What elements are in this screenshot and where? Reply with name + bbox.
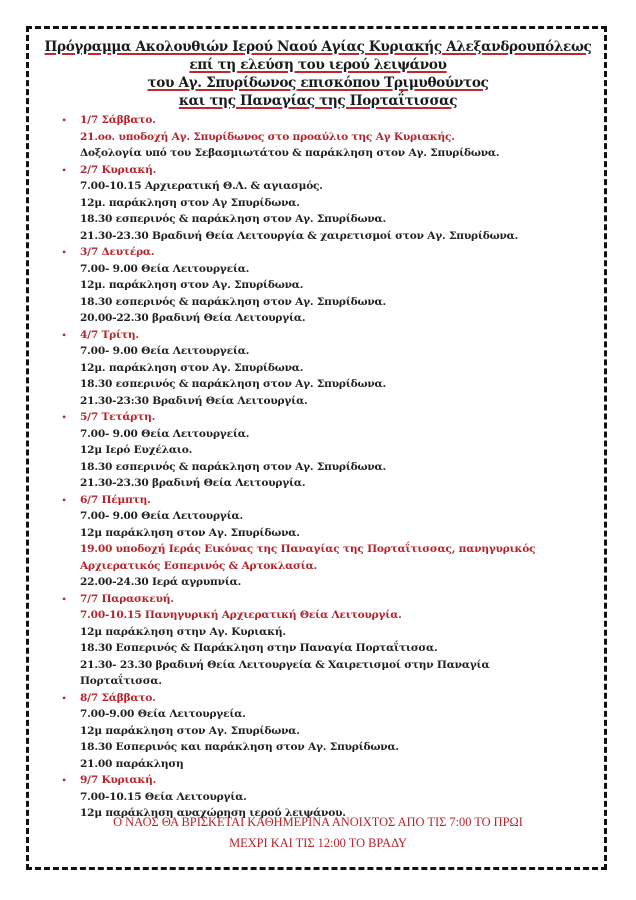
schedule-entry: 18.30 εσπερινός & παράκληση στον Αγ. Σπυρίδωνα. bbox=[80, 460, 387, 473]
day-heading: 2/7 Κυριακή. bbox=[80, 163, 157, 176]
bullet-icon: • bbox=[62, 410, 67, 424]
schedule-entry: 7.00- 9.00 Θεία Λειτουργεία. bbox=[80, 262, 250, 275]
schedule-entry: 7.00-9.00 Θεία Λειτουργεία. bbox=[80, 708, 246, 720]
day-heading: 8/7 Σάββατο. bbox=[80, 691, 156, 704]
schedule-entry-highlight: 19.00 υποδοχή Ιεράς Εικόνας της Παναγίας της Πορταΐτισσας, πανηγυρικός bbox=[80, 543, 536, 555]
day-heading: 3/7 Δευτέρα. bbox=[80, 246, 155, 258]
schedule-entry: 21.30-23.30 βραδινή Θεία Λειτουργία. bbox=[80, 477, 306, 489]
schedule-day bbox=[62, 327, 602, 410]
schedule-entry: 7.00- 9.00 Θεία Λειτουργεία. bbox=[80, 345, 250, 357]
schedule-entry: 7.00-10.15 Αρχιερατική Θ.Λ. & αγιασμός. bbox=[80, 180, 323, 192]
schedule-entry: 12μ. παράκληση στον Αγ Σπυρίδωνα. bbox=[80, 196, 300, 209]
bullet-icon: • bbox=[62, 113, 67, 127]
schedule-entry: 18.30 εσπερινός & παράκληση στον Αγ. Σπυρίδωνα. bbox=[80, 378, 387, 390]
opening-hours-notice bbox=[30, 812, 606, 854]
schedule-entry: Πορταΐτισσα. bbox=[80, 675, 162, 687]
schedule-entry: 21.00 παράκληση bbox=[80, 757, 184, 770]
bullet-icon: • bbox=[62, 162, 67, 177]
schedule-entry: 18.30 εσπερινός & παράκληση στον Αγ. Σπυρίδωνα. bbox=[80, 213, 387, 225]
day-heading: 1/7 Σάββατο. bbox=[80, 114, 156, 126]
schedule-entry-highlight: 21.οο. υποδοχή Αγ. Σπυρίδωνος στο προαύλιο της Αγ Κυριακής. bbox=[80, 130, 455, 143]
schedule-entry: 12μ παράκληση αναχώρηση ιερού λειψάνου. bbox=[80, 807, 346, 819]
schedule-day bbox=[62, 409, 602, 492]
schedule-entry: Δοξολογία υπό του Σεβασμιωτάτου & παράκληση στον Αγ. Σπυρίδωνα. bbox=[80, 147, 500, 159]
title-line: Πρόγραμμα Ακολουθιών Ιερού Ναού Αγίας Κυριακής Αλεξανδρουπόλεως bbox=[44, 39, 592, 55]
notice-line: ΜΕΧΡΙ ΚΑΙ ΤΙΣ 12:00 ΤΟ ΒΡΑΔΥ bbox=[229, 836, 407, 850]
schedule-day bbox=[62, 244, 602, 327]
schedule-entry: 12μ παράκληση στον Αγ. Σπυρίδωνα. bbox=[80, 724, 300, 737]
day-heading: 4/7 Τρίτη. bbox=[80, 328, 139, 341]
schedule-list bbox=[62, 112, 602, 822]
schedule-entry: 12μ Ιερό Ευχέλαιο. bbox=[80, 444, 193, 456]
day-heading: 7/7 Παρασκευή. bbox=[80, 592, 174, 605]
bullet-icon: • bbox=[62, 690, 67, 705]
schedule-entry: 12μ παράκληση στην Αγ. Κυριακή. bbox=[80, 625, 286, 638]
schedule-day bbox=[62, 112, 602, 162]
schedule-day bbox=[62, 492, 602, 591]
bullet-icon: • bbox=[62, 245, 67, 259]
schedule-day bbox=[62, 162, 602, 245]
day-heading: 6/7 Πέμπτη. bbox=[80, 493, 151, 506]
schedule-entry: 20.00-22.30 βραδινή Θεία Λειτουργία. bbox=[80, 312, 306, 324]
day-heading: 9/7 Κυριακή. bbox=[80, 774, 157, 786]
notice-line: Ο ΝΑΟΣ ΘΑ ΒΡΙΣΚΕΤΑΙ ΚΑΘΗΜΕΡΙΝΑ ΑΝΟΙΧΤΟΣ ΑΠΟ ΤΙΣ 7:00 ΤΟ ΠΡΩΙ bbox=[113, 815, 523, 829]
day-heading: 5/7 Τετάρτη. bbox=[80, 411, 156, 423]
schedule-entry: 22.00-24.30 Ιερά αγρυπνία. bbox=[80, 576, 242, 588]
title-line: επί τη ελεύση του ιερού λειψάνου bbox=[189, 57, 447, 73]
schedule-entry: 7.00- 9.00 Θεία Λειτουργεία. bbox=[80, 427, 250, 440]
schedule-entry: 12μ. παράκληση στον Αγ. Σπυρίδωνα. bbox=[80, 361, 304, 374]
schedule-entry: 18.30 Εσπερινός & Παράκληση στην Παναγία Πορταΐτισσα. bbox=[80, 642, 438, 654]
schedule-day bbox=[62, 591, 602, 690]
schedule-entry: 7.00-10.15 Θεία Λειτουργία. bbox=[80, 790, 247, 803]
schedule-entry: 21.30-23.30 Βραδινή Θεία Λειτουργία & χαιρετισμοί στον Αγ. Σπυρίδωνα. bbox=[80, 229, 519, 242]
bullet-icon: • bbox=[62, 773, 67, 787]
bullet-icon: • bbox=[62, 591, 67, 606]
schedule-entry: 12μ παράκληση στον Αγ. Σπυρίδωνα. bbox=[80, 526, 300, 539]
schedule-entry: 21.30- 23.30 βραδινή Θεία Λειτουργεία & Χαιρετισμοί στην Παναγία bbox=[80, 658, 490, 671]
bullet-icon: • bbox=[62, 492, 67, 507]
title-line: του Αγ. Σπυρίδωνος επισκόπου Τριμυθούντος bbox=[147, 75, 489, 91]
schedule-day bbox=[62, 690, 602, 773]
schedule-entry: 18.30 εσπερινός & παράκληση στον Αγ. Σπυρίδωνα. bbox=[80, 295, 387, 308]
schedule-entry-highlight: Αρχιερατικός Εσπερινός & Αρτοκλασία. bbox=[80, 559, 318, 572]
schedule-entry: 18.30 Εσπερινός και παράκληση στον Αγ. Σπυρίδωνα. bbox=[80, 741, 399, 753]
schedule-entry: 21.30-23:30 Βραδινή Θεία Λειτουργία. bbox=[80, 394, 308, 407]
title-line: και της Παναγίας της Πορταΐτισσας bbox=[178, 93, 458, 109]
schedule-entry: 7.00- 9.00 Θεία Λειτουργία. bbox=[80, 510, 243, 522]
bullet-icon: • bbox=[62, 327, 67, 342]
document-title bbox=[30, 38, 606, 110]
schedule-entry-highlight: 7.00-10.15 Πανηγυρική Αρχιερατική Θεία Λειτουργία. bbox=[80, 609, 402, 621]
schedule-entry: 12μ. παράκληση στον Αγ. Σπυρίδωνα. bbox=[80, 279, 304, 291]
